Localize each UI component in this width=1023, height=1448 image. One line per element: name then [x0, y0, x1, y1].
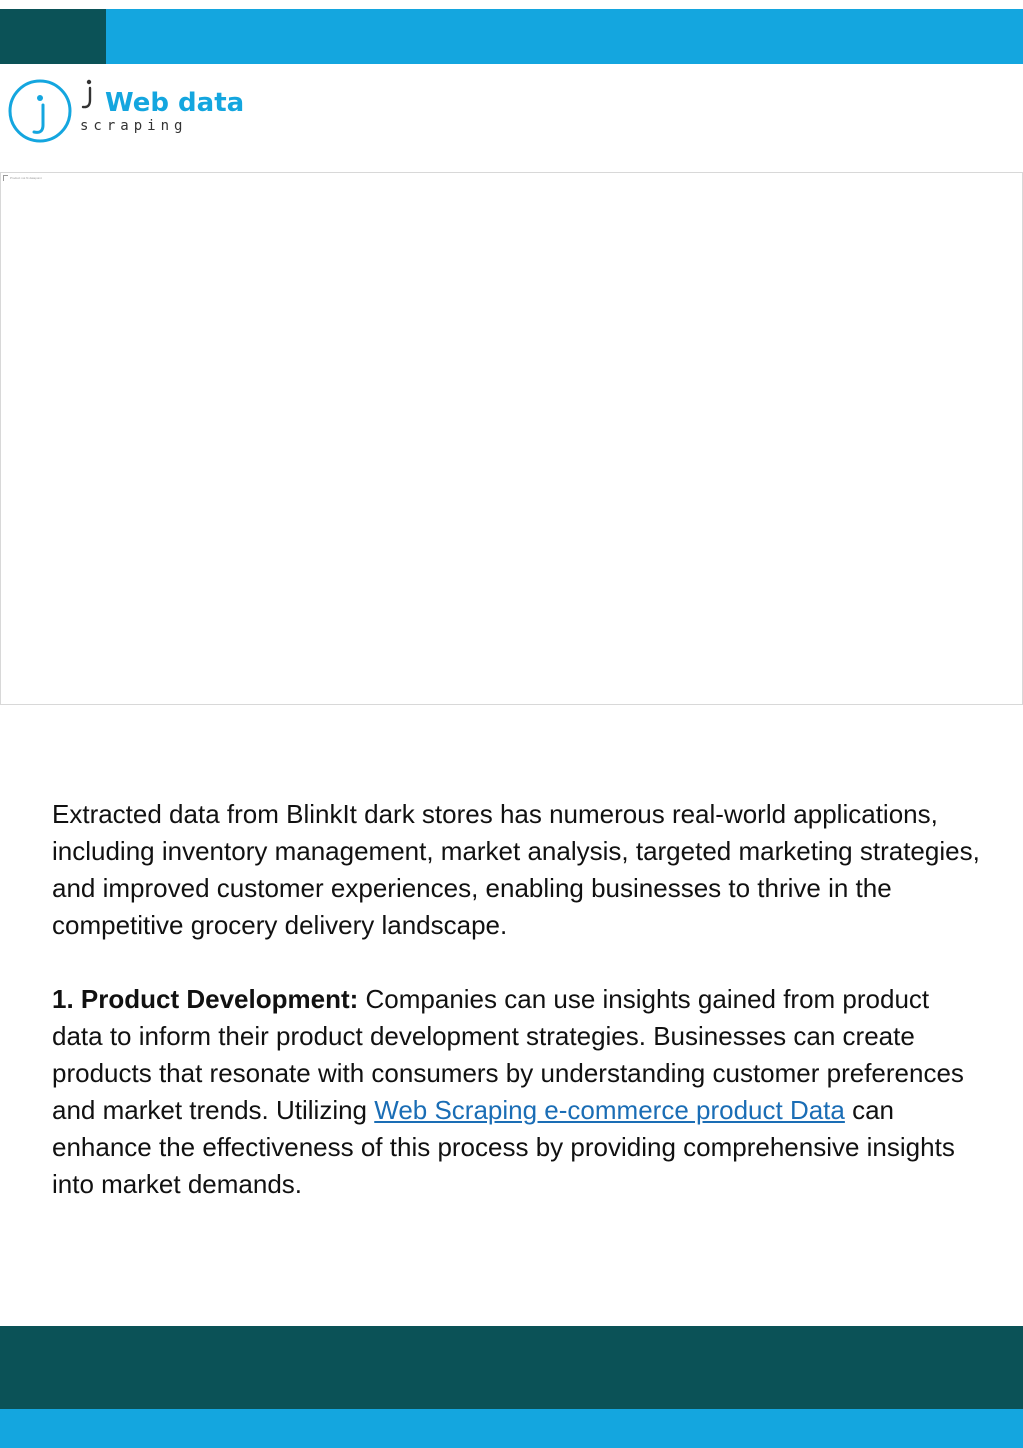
logo[interactable] [8, 74, 248, 150]
section-text-after-link: can enhance the effectiveness of this process by providing comprehensive insights into market demands. [52, 1095, 955, 1199]
section-text-before-link: Companies can use insights gained from product data to inform their product development strategies. Businesses can create products that resonate with consumers by understanding customer preferences and market trends. Utilizing [52, 984, 964, 1125]
header-blue-bar [106, 9, 1023, 64]
j-circle-logo-icon [8, 74, 108, 150]
image-alt-text: Product not fit datapoint [10, 176, 42, 180]
header-dark-block [0, 9, 106, 64]
footer-dark-bar [0, 1326, 1023, 1409]
web-scraping-link[interactable]: Web Scraping e-commerce product Data [374, 1095, 845, 1125]
article-body [52, 796, 982, 1203]
footer-blue-bar [0, 1409, 1023, 1448]
logo-wordmark-web: Web data [105, 88, 245, 118]
broken-image-placeholder [3, 175, 42, 181]
section-product-development [52, 981, 982, 1203]
section-heading: 1. Product Development: [52, 984, 359, 1014]
top-margin [0, 0, 1023, 9]
broken-image-icon [3, 175, 8, 181]
logo-wordmark-scraping: scraping [80, 118, 188, 134]
intro-paragraph: Extracted data from BlinkIt dark stores has numerous real-world applications, including inventory management, market analysis, targeted marketing strategies, and improved customer experiences, enabling businesses to thrive in the competitive grocery delivery landscape. [52, 799, 980, 940]
article-image [0, 172, 1023, 705]
